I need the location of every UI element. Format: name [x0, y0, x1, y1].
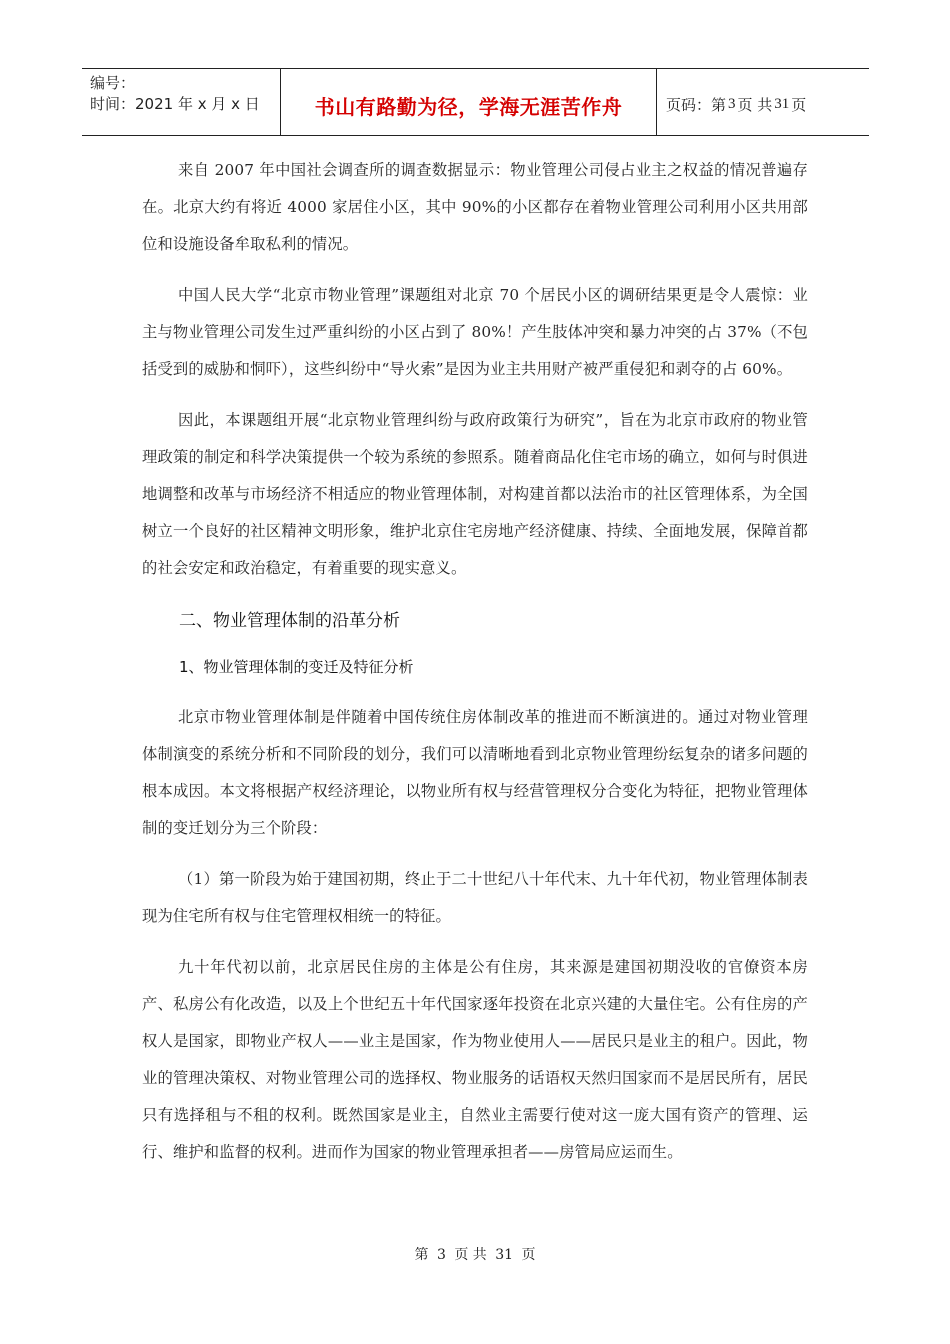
document-body: [142, 152, 808, 1185]
header-page-cell: [657, 69, 869, 135]
header-motto: 书山有路勤为径，学海无涯苦作舟: [314, 94, 623, 119]
header-motto-cell: [281, 69, 657, 135]
document-date-label: 时间：2021 年 x 月 x 日: [90, 95, 260, 113]
footer-mid: 页 共: [454, 1247, 487, 1263]
paragraph-system-evolution: 北京市物业管理体制是伴随着中国传统住房体制改革的推进而不断演进的。通过对物业管理体制演变的系统分析和不同阶段的划分，我们可以清晰地看到北京物业管理纷纭复杂的诸多问题的根本成因。本文将根据产权经济理论，以物业所有权与经营管理权分合变化为特征，把物业管理体制的变迁划分为三个阶段：: [142, 708, 808, 837]
page-footer: [0, 1244, 950, 1264]
footer-suffix: 页: [521, 1247, 536, 1263]
header-page-mid: 页 共: [737, 95, 773, 114]
section-heading: 二、物业管理体制的沿革分析: [179, 611, 400, 631]
paragraph-survey-data: 来自 2007 年中国社会调查所的调查数据显示：物业管理公司侵占业主之权益的情况普遍存在。北京大约有将近 4000 家居住小区，其中 90%的小区都存在着物业管理公司利用小区共用部位和设施设备牟取私利的情况。: [142, 161, 808, 253]
header-page-total: 31: [774, 95, 790, 112]
subsection-heading: 1、物业管理体制的变迁及特征分析: [179, 658, 414, 676]
paragraph-public-housing: 九十年代初以前，北京居民住房的主体是公有住房，其来源是建国初期没收的官僚资本房产、私房公有化改造，以及上个世纪五十年代国家逐年投资在北京兴建的大量住宅。公有住房的产权人是国家，即物业产权人——业主是国家，作为物业使用人——居民只是业主的租户。因此，物业的管理决策权、对物业管理公司的选择权、物业服务的话语权天然归国家而不是居民所有，居民只有选择租与不租的权利。既然国家是业主，自然业主需要行使对这一庞大国有资产的管理、运行、维护和监督的权利。进而作为国家的物业管理承担者——房管局应运而生。: [142, 958, 808, 1161]
footer-prefix: 第: [414, 1247, 429, 1263]
page-header: [82, 68, 869, 136]
header-page-prefix: 页码：第: [666, 95, 727, 114]
paragraph-stage-one: （1）第一阶段为始于建国初期，终止于二十世纪八十年代末、九十年代初，物业管理体制表现为住宅所有权与住宅管理权相统一的特征。: [142, 870, 808, 925]
footer-page-current: 3: [436, 1247, 446, 1263]
header-info-cell: [82, 69, 281, 135]
paragraph-renmin-university-study: 中国人民大学“北京市物业管理”课题组对北京 70 个居民小区的调研结果更是令人震惊：业主与物业管理公司发生过严重纠纷的小区占到了 80%！产生肢体冲突和暴力冲突的占 37%（不包括受到的威胁和恫吓），这些纠纷中“导火索”是因为业主共用财产被严重侵犯和剥夺的占 60%。: [142, 286, 808, 378]
header-page-current: 3: [728, 95, 736, 112]
header-page-suffix: 页: [791, 95, 807, 114]
document-number-label: 编号：: [90, 74, 136, 92]
paragraph-research-purpose: 因此，本课题组开展“北京物业管理纠纷与政府政策行为研究”，旨在为北京市政府的物业管理政策的制定和科学决策提供一个较为系统的参照系。随着商品化住宅市场的确立，如何与时俱进地调整和改革与市场经济不相适应的物业管理体制，对构建首都以法治市的社区管理体系，为全国树立一个良好的社区精神文明形象，维护北京住宅房地产经济健康、持续、全面地发展，保障首都的社会安定和政治稳定，有着重要的现实意义。: [142, 411, 808, 577]
footer-page-total: 31: [495, 1247, 514, 1263]
